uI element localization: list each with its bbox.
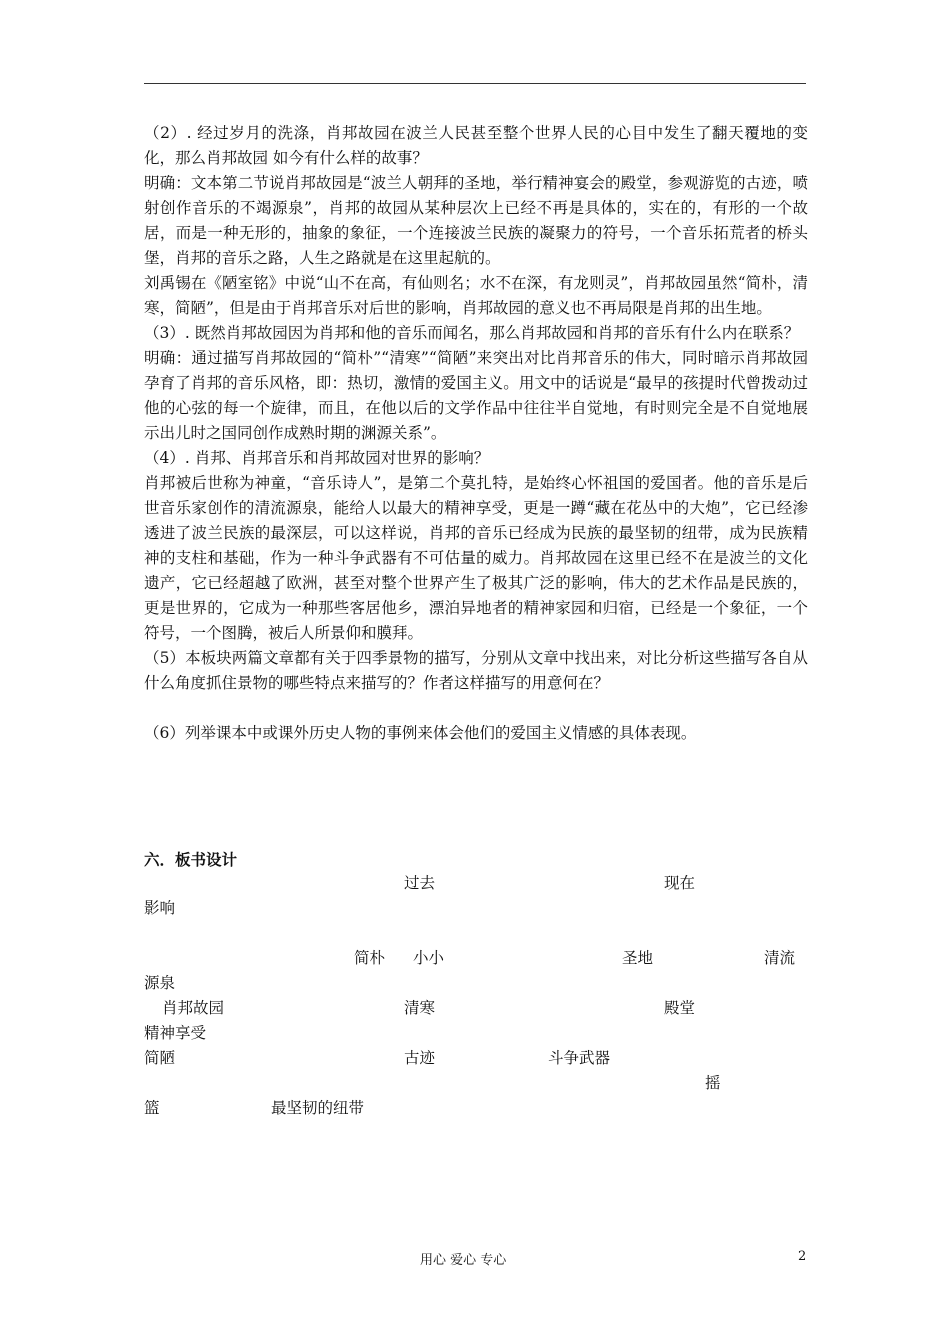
question-2: （2）. 经过岁月的洗涤，肖邦故园在波兰人民甚至整个世界人民的心目中发生了翻天覆地的变化，那么肖邦故园 如今有什么样的故事？ bbox=[144, 124, 808, 167]
body-text bbox=[144, 121, 808, 746]
footer-motto: 用心 爱心 专心 bbox=[420, 1253, 507, 1268]
page-number: 2 bbox=[798, 1249, 807, 1264]
board-source: 源泉 bbox=[144, 974, 176, 992]
question-5: （5）本板块两篇文章都有关于四季景物的描写，分别从文章中找出来，对比分析这些描写各自从什么角度抓住景物的哪些特点来描写的？作者这样描写的用意何在？ bbox=[144, 649, 808, 692]
board-relic: 古迹 bbox=[404, 1049, 436, 1067]
board-qinghan: 清寒 bbox=[404, 999, 436, 1017]
board-weapon: 斗争武器 bbox=[548, 1049, 611, 1067]
board-holy: 圣地 bbox=[622, 949, 654, 967]
board-lan: 篮 bbox=[144, 1099, 160, 1117]
answer-2: 明确：文本第二节说肖邦故园是“波兰人朝拜的圣地，举行精神宴会的殿堂，参观游览的古迹，喷射创作音乐的不竭源泉”，肖邦的故园从某种层次上已经不再是具体的，实在的，有形的一个故居，而是一种无形的，抽象的象征，一个连接波兰民族的凝聚力的符号，一个音乐拓荒者的桥头堡，肖邦的音乐之路，人生之路就是在这里起航的。 bbox=[144, 174, 808, 267]
board-hall: 殿堂 bbox=[664, 999, 696, 1017]
board-yao: 摇 bbox=[705, 1074, 721, 1092]
answer-3: 明确：通过描写肖邦故园的“简朴”“清寒”“简陋”来突出对比肖邦音乐的伟大，同时暗示肖邦故园孕育了肖邦的音乐风格，即：热切，激情的爱国主义。用文中的话说是“最早的孩提时代曾拨动过他的心弦的每一个旋律，而且，在他以后的文学作品中往往半自觉地，有时则完全是不自觉地展示出儿时之国同创作成熟时期的渊源关系”。 bbox=[144, 349, 808, 442]
board-enjoy: 精神享受 bbox=[144, 1024, 207, 1042]
question-4: （4）. 肖邦、肖邦音乐和肖邦故园对世界的影响？ bbox=[144, 449, 490, 467]
board-now: 现在 bbox=[664, 874, 696, 892]
answer-4: 肖邦被后世称为神童，“音乐诗人”，是第二个莫扎特，是始终心怀祖国的爱国者。他的音乐是后世音乐家创作的清流源泉，能给人以最大的精神享受，更是一蹲“藏在花丛中的大炮”，它已经渗透进了波兰民族的最深层，可以这样说，肖邦的音乐已经成为民族的最坚韧的纽带，成为民族精神的支柱和基础，作为一种斗争武器有不可估量的威力。肖邦故园在这里已经不在是波兰的文化遗产，它已经超越了欧洲，甚至对整个世界产生了极其广泛的影响，伟大的艺术作品是民族的，更是世界的，它成为一种那些客居他乡，漂泊异地者的精神家园和归宿，已经是一个象征，一个符号，一个图腾，被后人所景仰和膜拜。 bbox=[144, 474, 808, 642]
board-clear-stream: 清流 bbox=[764, 949, 796, 967]
question-3: （3）. 既然肖邦故园因为肖邦和他的音乐而闻名，那么肖邦故园和肖邦的音乐有什么内在联系？ bbox=[144, 324, 800, 342]
board-past: 过去 bbox=[404, 874, 436, 892]
board-jianlou: 简陋 bbox=[144, 1049, 176, 1067]
board-chopin-home: 肖邦故园 bbox=[162, 999, 225, 1017]
question-6: （6）列举课本中或课外历史人物的事例来体会他们的爱国主义情感的具体表现。 bbox=[144, 724, 697, 742]
board-heading: 六．板书设计 bbox=[144, 850, 238, 869]
board-influence: 影响 bbox=[144, 899, 176, 917]
board-simple: 简朴 bbox=[354, 949, 386, 967]
answer-2-extra: 刘禹锡在《陋室铭》中说“山不在高，有仙则名；水不在深，有龙则灵”，肖邦故园虽然“简朴，清寒，简陋”，但是由于肖邦音乐对后世的影响，肖邦故园的意义也不再局限是肖邦的出生地。 bbox=[144, 274, 808, 317]
board-small: 小小 bbox=[413, 949, 445, 967]
board-bond: 最坚韧的纽带 bbox=[271, 1099, 365, 1117]
header-rule bbox=[144, 83, 806, 84]
